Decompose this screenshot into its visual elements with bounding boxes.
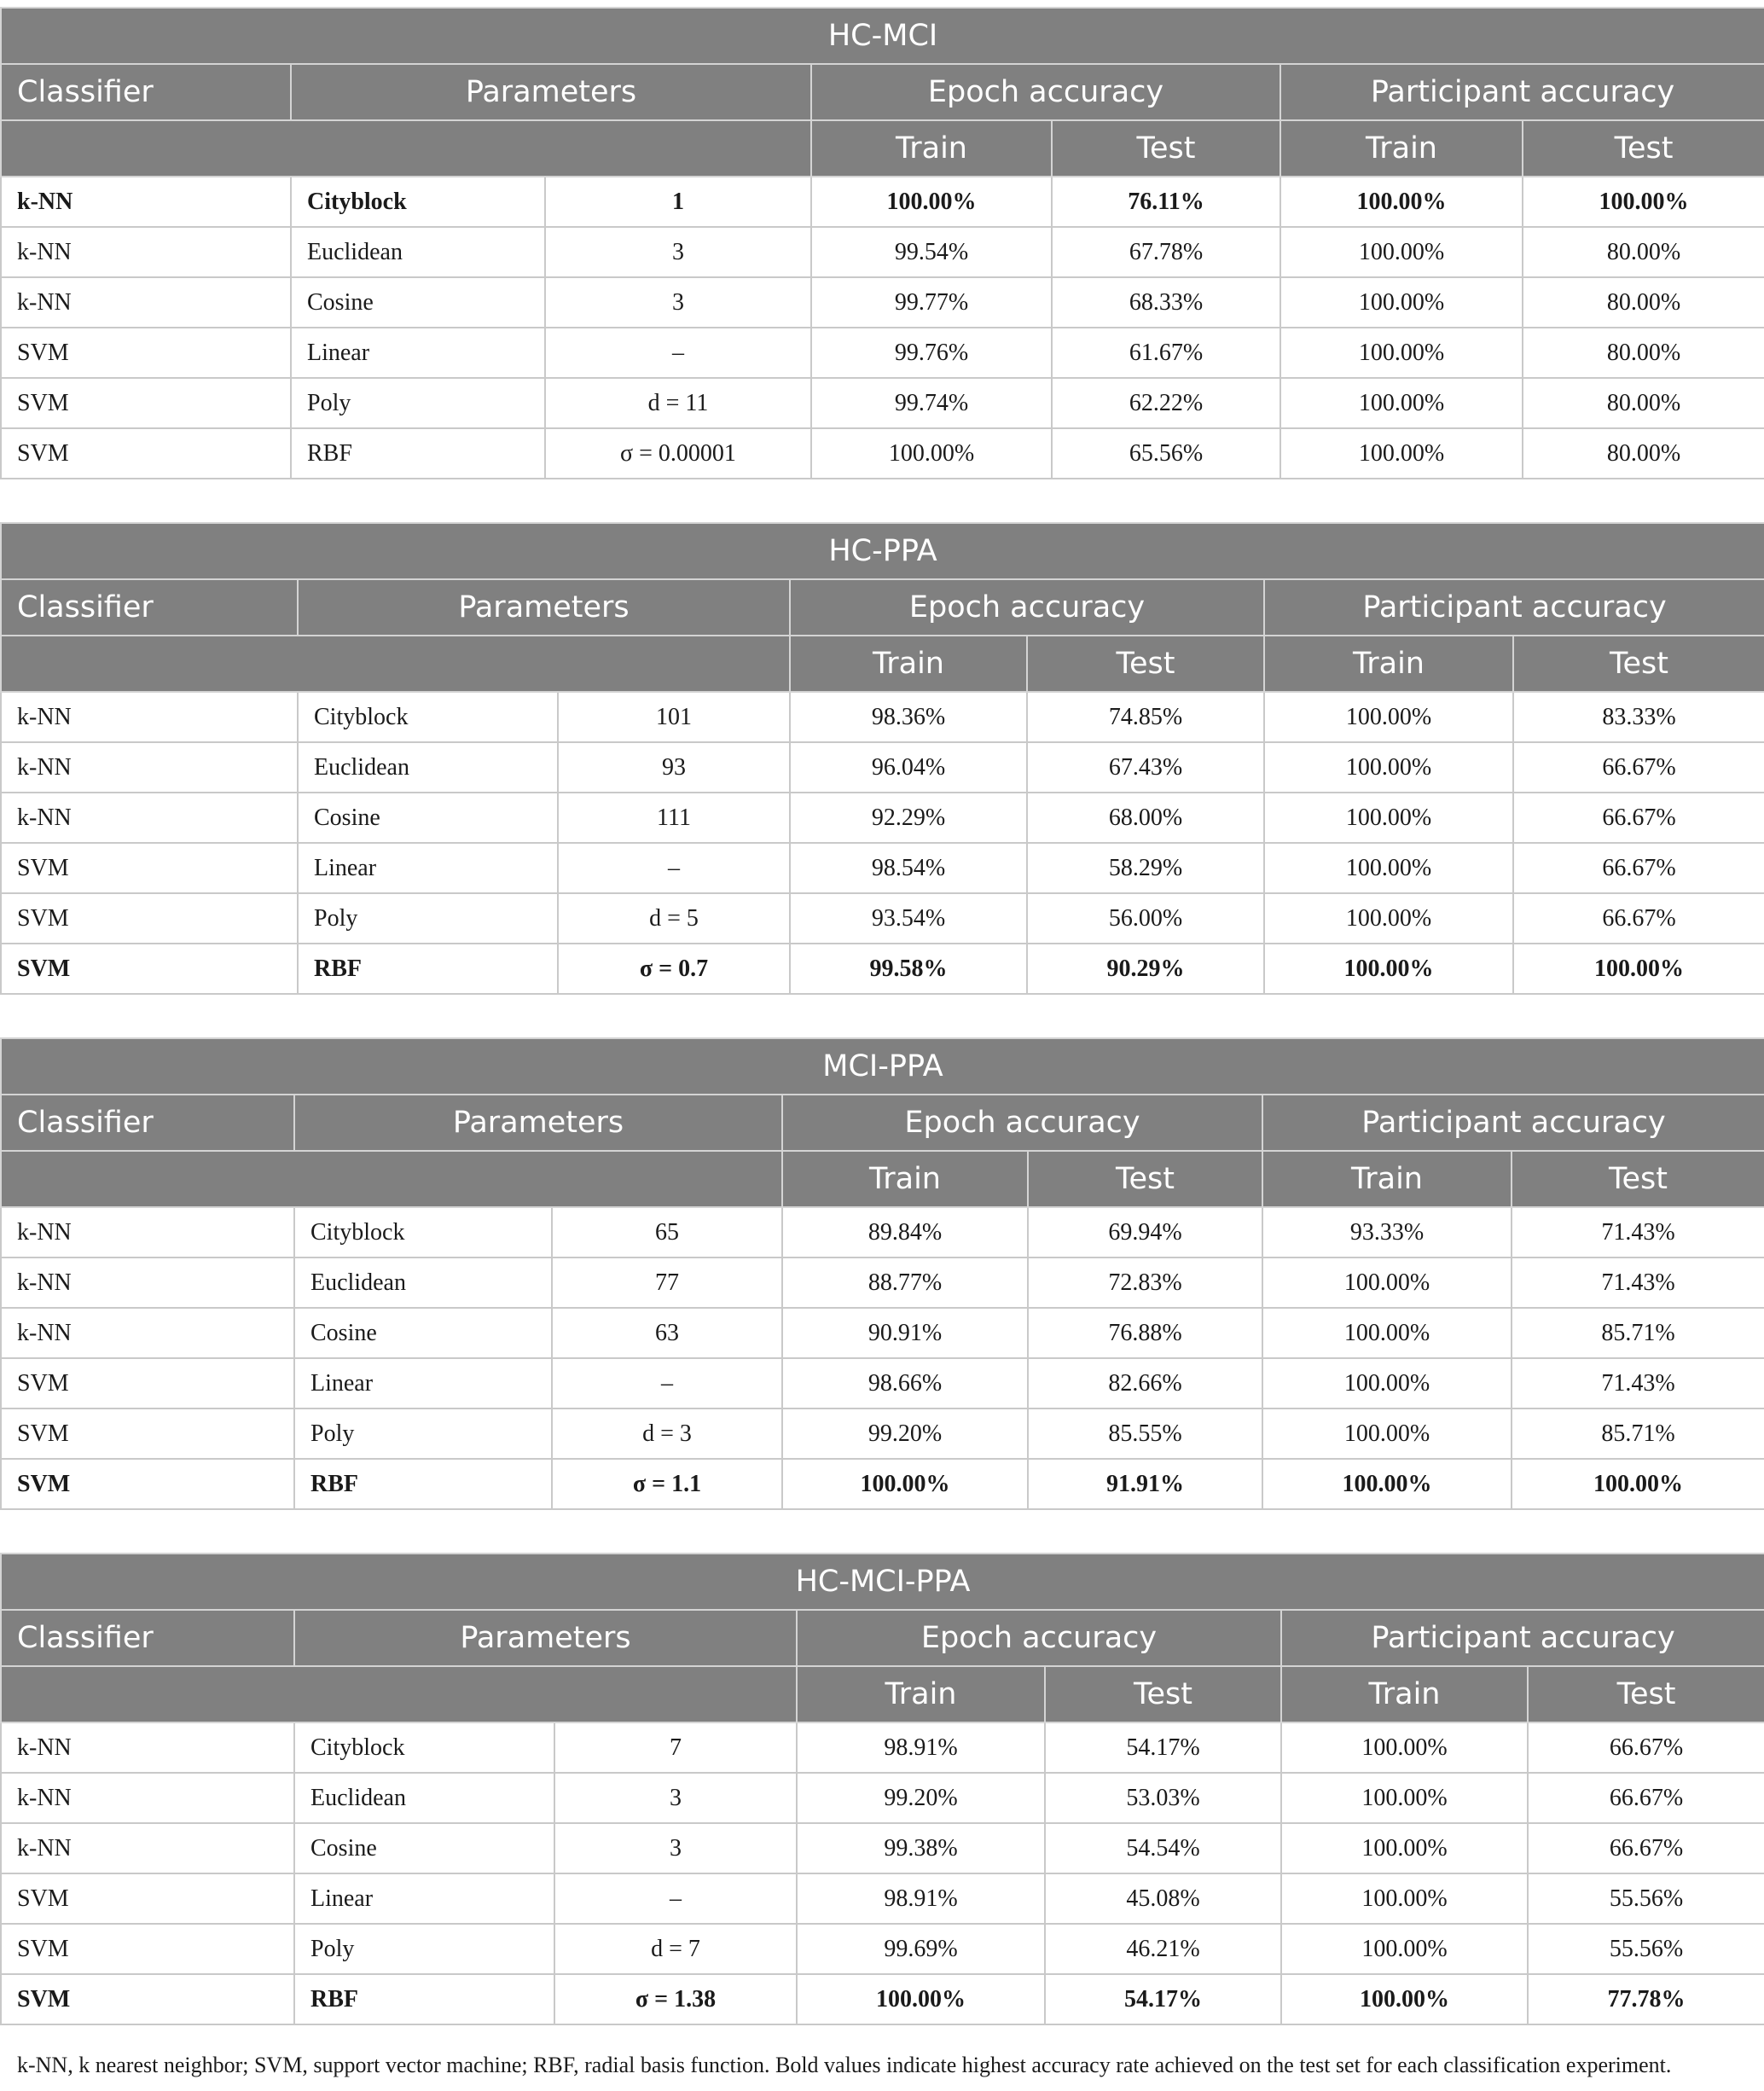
cell-epoch-train: 88.77% <box>782 1258 1028 1308</box>
header-parameters: Parameters <box>298 579 790 636</box>
table-row <box>1 1459 1764 1509</box>
cell-part-test: 80.00% <box>1523 378 1764 428</box>
table-row <box>1 1823 1764 1873</box>
table-footnote: k-NN, k nearest neighbor; SVM, support vector machine; RBF, radial basis function. Bold values indicate highest accuracy rate achieved on the test set for each classification experiment. <box>17 2053 1672 2077</box>
cell-classifier: k-NN <box>1 277 291 328</box>
cell-kernel: Linear <box>298 843 558 893</box>
subheader-participant-train: Train <box>1262 1151 1512 1207</box>
cell-classifier: SVM <box>1 378 291 428</box>
subheader-epoch-test: Test <box>1045 1666 1281 1722</box>
header-parameters: Parameters <box>291 64 811 120</box>
cell-param: d = 5 <box>558 893 790 944</box>
table-row <box>1 1409 1764 1459</box>
cell-param: 7 <box>554 1722 797 1773</box>
cell-param: – <box>558 843 790 893</box>
table-row <box>1 1924 1764 1974</box>
table-row <box>1 742 1764 793</box>
table-row <box>1 177 1764 227</box>
cell-epoch-test: 82.66% <box>1028 1358 1262 1409</box>
cell-kernel: RBF <box>291 428 545 479</box>
cell-part-test: 100.00% <box>1523 177 1764 227</box>
results-table <box>0 1037 1764 1510</box>
cell-part-test: 85.71% <box>1512 1308 1764 1358</box>
table-row <box>1 328 1764 378</box>
subheader-epoch-test: Test <box>1027 636 1264 692</box>
cell-classifier: SVM <box>1 328 291 378</box>
table-row <box>1 277 1764 328</box>
header-parameters: Parameters <box>294 1095 782 1151</box>
cell-epoch-test: 68.33% <box>1052 277 1280 328</box>
cell-kernel: Linear <box>294 1873 554 1924</box>
cell-part-train: 100.00% <box>1281 1873 1528 1924</box>
subheader-epoch-test: Test <box>1052 120 1280 177</box>
header-classifier: Classifier <box>1 1610 294 1666</box>
cell-classifier: SVM <box>1 843 298 893</box>
table-header-row <box>1 1610 1764 1666</box>
table-row <box>1 1773 1764 1823</box>
table-title: HC-PPA <box>1 523 1764 579</box>
table-subheader-row <box>1 636 1764 692</box>
cell-kernel: Poly <box>291 378 545 428</box>
cell-kernel: Cosine <box>291 277 545 328</box>
cell-kernel: Poly <box>294 1924 554 1974</box>
cell-part-train: 100.00% <box>1264 944 1513 994</box>
cell-part-train: 100.00% <box>1262 1409 1512 1459</box>
table-row <box>1 843 1764 893</box>
cell-epoch-test: 68.00% <box>1027 793 1264 843</box>
cell-epoch-test: 67.43% <box>1027 742 1264 793</box>
cell-classifier: k-NN <box>1 1773 294 1823</box>
cell-epoch-test: 54.17% <box>1045 1722 1281 1773</box>
table-header-row <box>1 64 1764 120</box>
cell-epoch-train: 99.20% <box>797 1773 1045 1823</box>
cell-part-test: 85.71% <box>1512 1409 1764 1459</box>
table-row <box>1 1722 1764 1773</box>
table-row <box>1 1258 1764 1308</box>
cell-epoch-test: 54.17% <box>1045 1974 1281 2024</box>
cell-param: σ = 0.7 <box>558 944 790 994</box>
cell-epoch-test: 85.55% <box>1028 1409 1262 1459</box>
table-row <box>1 1873 1764 1924</box>
cell-kernel: Cityblock <box>298 692 558 742</box>
cell-part-test: 71.43% <box>1512 1207 1764 1258</box>
cell-classifier: SVM <box>1 1924 294 1974</box>
cell-part-train: 93.33% <box>1262 1207 1512 1258</box>
cell-param: 77 <box>552 1258 782 1308</box>
cell-part-train: 100.00% <box>1262 1308 1512 1358</box>
cell-classifier: SVM <box>1 1459 294 1509</box>
cell-part-test: 80.00% <box>1523 328 1764 378</box>
cell-epoch-test: 67.78% <box>1052 227 1280 277</box>
cell-part-test: 66.67% <box>1513 742 1764 793</box>
subheader-participant-test: Test <box>1528 1666 1764 1722</box>
cell-classifier: k-NN <box>1 177 291 227</box>
cell-param: d = 11 <box>545 378 811 428</box>
cell-part-train: 100.00% <box>1281 1924 1528 1974</box>
subheader-participant-train: Train <box>1281 1666 1528 1722</box>
cell-epoch-test: 61.67% <box>1052 328 1280 378</box>
cell-epoch-train: 90.91% <box>782 1308 1028 1358</box>
results-table <box>0 7 1764 479</box>
cell-param: 93 <box>558 742 790 793</box>
header-parameters: Parameters <box>294 1610 797 1666</box>
cell-part-test: 71.43% <box>1512 1358 1764 1409</box>
cell-part-train: 100.00% <box>1262 1258 1512 1308</box>
cell-part-test: 66.67% <box>1513 893 1764 944</box>
cell-epoch-test: 65.56% <box>1052 428 1280 479</box>
cell-param: – <box>545 328 811 378</box>
cell-epoch-test: 69.94% <box>1028 1207 1262 1258</box>
cell-classifier: k-NN <box>1 1207 294 1258</box>
cell-part-train: 100.00% <box>1264 742 1513 793</box>
cell-kernel: Euclidean <box>298 742 558 793</box>
cell-kernel: RBF <box>294 1974 554 2024</box>
cell-kernel: Cityblock <box>291 177 545 227</box>
cell-part-train: 100.00% <box>1280 328 1523 378</box>
subheader-participant-test: Test <box>1513 636 1764 692</box>
cell-epoch-train: 92.29% <box>790 793 1027 843</box>
cell-epoch-train: 100.00% <box>811 428 1052 479</box>
cell-kernel: Linear <box>291 328 545 378</box>
cell-epoch-train: 98.36% <box>790 692 1027 742</box>
header-epoch-accuracy: Epoch accuracy <box>790 579 1264 636</box>
cell-epoch-test: 74.85% <box>1027 692 1264 742</box>
cell-epoch-test: 90.29% <box>1027 944 1264 994</box>
cell-part-test: 66.67% <box>1528 1722 1764 1773</box>
cell-epoch-test: 46.21% <box>1045 1924 1281 1974</box>
results-table <box>0 1553 1764 2025</box>
subheader-participant-test: Test <box>1523 120 1764 177</box>
cell-epoch-train: 89.84% <box>782 1207 1028 1258</box>
cell-classifier: k-NN <box>1 1722 294 1773</box>
cell-part-train: 100.00% <box>1264 793 1513 843</box>
cell-kernel: Poly <box>298 893 558 944</box>
cell-part-test: 55.56% <box>1528 1924 1764 1974</box>
cell-kernel: Cosine <box>298 793 558 843</box>
cell-classifier: SVM <box>1 1873 294 1924</box>
cell-part-train: 100.00% <box>1280 378 1523 428</box>
table-row <box>1 793 1764 843</box>
cell-epoch-train: 99.58% <box>790 944 1027 994</box>
cell-epoch-train: 100.00% <box>797 1974 1045 2024</box>
cell-classifier: SVM <box>1 893 298 944</box>
cell-kernel: Cosine <box>294 1823 554 1873</box>
cell-part-test: 77.78% <box>1528 1974 1764 2024</box>
cell-epoch-train: 99.54% <box>811 227 1052 277</box>
table-row <box>1 1207 1764 1258</box>
cell-part-train: 100.00% <box>1264 843 1513 893</box>
subheader-epoch-train: Train <box>790 636 1027 692</box>
cell-param: 3 <box>545 227 811 277</box>
table-row <box>1 428 1764 479</box>
cell-epoch-test: 62.22% <box>1052 378 1280 428</box>
table-subheader-row <box>1 120 1764 177</box>
cell-part-test: 66.67% <box>1513 843 1764 893</box>
cell-classifier: SVM <box>1 1409 294 1459</box>
table-row <box>1 893 1764 944</box>
cell-part-train: 100.00% <box>1262 1459 1512 1509</box>
cell-param: d = 3 <box>552 1409 782 1459</box>
cell-classifier: k-NN <box>1 1258 294 1308</box>
cell-param: 3 <box>554 1773 797 1823</box>
cell-classifier: k-NN <box>1 227 291 277</box>
table-row <box>1 227 1764 277</box>
cell-part-train: 100.00% <box>1280 227 1523 277</box>
subheader-blank <box>1 120 811 177</box>
cell-part-train: 100.00% <box>1280 177 1523 227</box>
header-participant-accuracy: Participant accuracy <box>1281 1610 1764 1666</box>
cell-param: σ = 0.00001 <box>545 428 811 479</box>
table-title-row <box>1 523 1764 579</box>
cell-param: 111 <box>558 793 790 843</box>
cell-part-test: 66.67% <box>1528 1773 1764 1823</box>
table-row <box>1 1358 1764 1409</box>
header-epoch-accuracy: Epoch accuracy <box>811 64 1280 120</box>
cell-epoch-test: 56.00% <box>1027 893 1264 944</box>
cell-kernel: Cosine <box>294 1308 552 1358</box>
cell-classifier: k-NN <box>1 1308 294 1358</box>
cell-param: 101 <box>558 692 790 742</box>
cell-part-test: 66.67% <box>1513 793 1764 843</box>
cell-part-train: 100.00% <box>1281 1823 1528 1873</box>
cell-epoch-train: 99.20% <box>782 1409 1028 1459</box>
table-subheader-row <box>1 1666 1764 1722</box>
cell-epoch-test: 53.03% <box>1045 1773 1281 1823</box>
header-participant-accuracy: Participant accuracy <box>1280 64 1764 120</box>
cell-epoch-test: 91.91% <box>1028 1459 1262 1509</box>
cell-classifier: k-NN <box>1 742 298 793</box>
cell-classifier: k-NN <box>1 692 298 742</box>
cell-part-train: 100.00% <box>1281 1722 1528 1773</box>
cell-param: 1 <box>545 177 811 227</box>
cell-kernel: Cityblock <box>294 1722 554 1773</box>
cell-param: 65 <box>552 1207 782 1258</box>
cell-param: d = 7 <box>554 1924 797 1974</box>
cell-part-train: 100.00% <box>1262 1358 1512 1409</box>
cell-param: σ = 1.1 <box>552 1459 782 1509</box>
table-row <box>1 692 1764 742</box>
cell-epoch-train: 99.76% <box>811 328 1052 378</box>
table-row <box>1 1308 1764 1358</box>
cell-param: 63 <box>552 1308 782 1358</box>
header-classifier: Classifier <box>1 579 298 636</box>
table-row <box>1 944 1764 994</box>
cell-kernel: Euclidean <box>294 1773 554 1823</box>
cell-part-train: 100.00% <box>1280 277 1523 328</box>
subheader-participant-test: Test <box>1512 1151 1764 1207</box>
cell-epoch-test: 54.54% <box>1045 1823 1281 1873</box>
cell-kernel: Poly <box>294 1409 552 1459</box>
cell-part-test: 71.43% <box>1512 1258 1764 1308</box>
cell-epoch-train: 98.91% <box>797 1873 1045 1924</box>
cell-param: – <box>554 1873 797 1924</box>
cell-kernel: Cityblock <box>294 1207 552 1258</box>
cell-kernel: RBF <box>298 944 558 994</box>
subheader-blank <box>1 636 790 692</box>
table-title-row <box>1 8 1764 64</box>
cell-param: – <box>552 1358 782 1409</box>
subheader-epoch-train: Train <box>797 1666 1045 1722</box>
cell-epoch-test: 76.11% <box>1052 177 1280 227</box>
cell-param: σ = 1.38 <box>554 1974 797 2024</box>
cell-classifier: SVM <box>1 1358 294 1409</box>
cell-part-train: 100.00% <box>1281 1974 1528 2024</box>
table-subheader-row <box>1 1151 1764 1207</box>
cell-classifier: SVM <box>1 1974 294 2024</box>
cell-epoch-train: 98.54% <box>790 843 1027 893</box>
cell-classifier: k-NN <box>1 793 298 843</box>
table-row <box>1 378 1764 428</box>
cell-part-test: 66.67% <box>1528 1823 1764 1873</box>
table-title-row <box>1 1554 1764 1610</box>
cell-part-test: 100.00% <box>1512 1459 1764 1509</box>
cell-epoch-train: 98.66% <box>782 1358 1028 1409</box>
header-classifier: Classifier <box>1 1095 294 1151</box>
cell-part-test: 100.00% <box>1513 944 1764 994</box>
cell-epoch-train: 99.77% <box>811 277 1052 328</box>
subheader-blank <box>1 1666 797 1722</box>
cell-part-test: 55.56% <box>1528 1873 1764 1924</box>
subheader-epoch-train: Train <box>811 120 1052 177</box>
cell-epoch-train: 100.00% <box>782 1459 1028 1509</box>
cell-kernel: Linear <box>294 1358 552 1409</box>
cell-epoch-train: 96.04% <box>790 742 1027 793</box>
cell-epoch-test: 58.29% <box>1027 843 1264 893</box>
cell-part-test: 80.00% <box>1523 227 1764 277</box>
table-header-row <box>1 579 1764 636</box>
cell-part-train: 100.00% <box>1264 893 1513 944</box>
header-epoch-accuracy: Epoch accuracy <box>782 1095 1262 1151</box>
cell-epoch-train: 99.38% <box>797 1823 1045 1873</box>
cell-classifier: SVM <box>1 428 291 479</box>
cell-kernel: Euclidean <box>291 227 545 277</box>
cell-param: 3 <box>554 1823 797 1873</box>
table-title-row <box>1 1038 1764 1095</box>
cell-part-test: 80.00% <box>1523 428 1764 479</box>
table-title: HC-MCI <box>1 8 1764 64</box>
cell-epoch-train: 99.69% <box>797 1924 1045 1974</box>
header-participant-accuracy: Participant accuracy <box>1262 1095 1764 1151</box>
cell-part-test: 80.00% <box>1523 277 1764 328</box>
table-header-row <box>1 1095 1764 1151</box>
header-participant-accuracy: Participant accuracy <box>1264 579 1764 636</box>
cell-epoch-train: 93.54% <box>790 893 1027 944</box>
cell-epoch-train: 98.91% <box>797 1722 1045 1773</box>
subheader-participant-train: Train <box>1280 120 1523 177</box>
cell-classifier: SVM <box>1 944 298 994</box>
cell-epoch-train: 99.74% <box>811 378 1052 428</box>
table-title: MCI-PPA <box>1 1038 1764 1095</box>
cell-param: 3 <box>545 277 811 328</box>
subheader-participant-train: Train <box>1264 636 1513 692</box>
cell-kernel: Euclidean <box>294 1258 552 1308</box>
cell-kernel: RBF <box>294 1459 552 1509</box>
cell-epoch-test: 72.83% <box>1028 1258 1262 1308</box>
cell-epoch-test: 76.88% <box>1028 1308 1262 1358</box>
header-epoch-accuracy: Epoch accuracy <box>797 1610 1281 1666</box>
subheader-epoch-train: Train <box>782 1151 1028 1207</box>
cell-part-train: 100.00% <box>1280 428 1523 479</box>
table-row <box>1 1974 1764 2024</box>
subheader-epoch-test: Test <box>1028 1151 1262 1207</box>
cell-epoch-test: 45.08% <box>1045 1873 1281 1924</box>
cell-epoch-train: 100.00% <box>811 177 1052 227</box>
subheader-blank <box>1 1151 782 1207</box>
cell-classifier: k-NN <box>1 1823 294 1873</box>
table-title: HC-MCI-PPA <box>1 1554 1764 1610</box>
results-table <box>0 522 1764 995</box>
cell-part-train: 100.00% <box>1264 692 1513 742</box>
cell-part-train: 100.00% <box>1281 1773 1528 1823</box>
header-classifier: Classifier <box>1 64 291 120</box>
cell-part-test: 83.33% <box>1513 692 1764 742</box>
